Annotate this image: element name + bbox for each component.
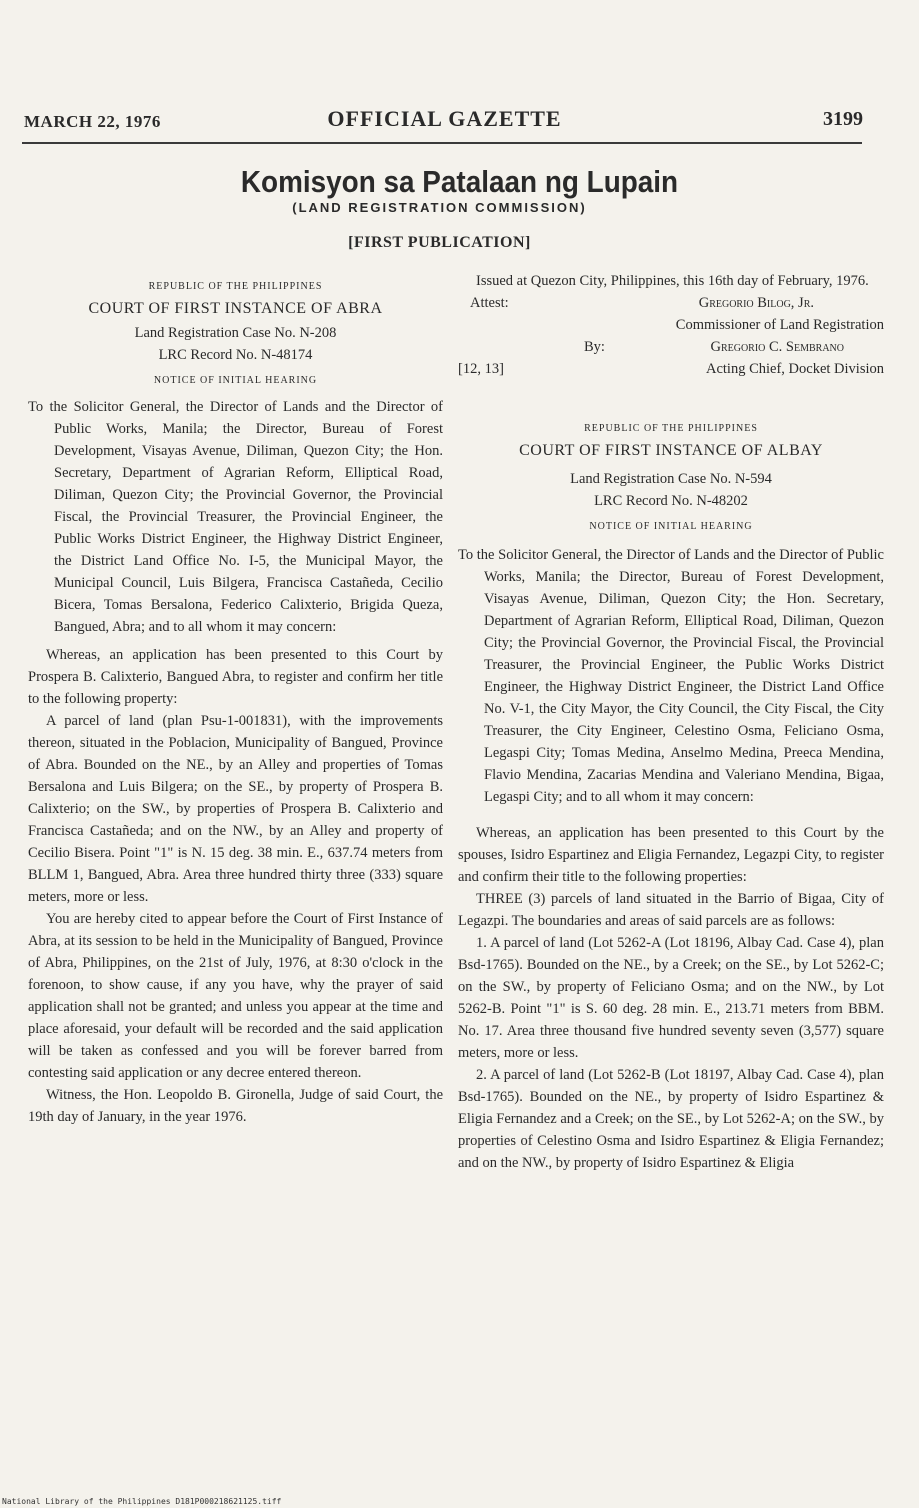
by-label: By:	[584, 339, 605, 355]
notice1-parcel: A parcel of land (plan Psu-1-001831), with the improvements thereon, situated in the Poblacion, Municipality of Bangued, Province of Abra. Bounded on the NE., by an Alley and properties of Tomas Bersalona and Luis Bilgera; on the SE., by property of Prospera B. Calixterio; on the SW., by properties of Prospera B. Calixterio and Francisca Castañeda; and on the NW., by an Alley and property of Cecilio Bisera. Point "1" is N. 15 deg. 38 min. E., 637.74 meters from BLLM 1, Bangued, Abra. Area three hundred thirty three (333) square meters, more or less.	[28, 713, 443, 905]
page-header	[22, 104, 867, 144]
header-rule	[22, 142, 862, 144]
right-column	[458, 270, 884, 1174]
notice2-heading: NOTICE OF INITIAL HEARING	[589, 521, 753, 532]
notice2-case-no: Land Registration Case No. N-594	[570, 471, 772, 487]
page-number: 3199	[823, 108, 863, 130]
notice1-heading: NOTICE OF INITIAL HEARING	[153, 375, 318, 386]
notice1-lrc-record: LRC Record No. N-48174	[158, 347, 313, 363]
notice2-three-parcels: THREE (3) parcels of land situated in the Barrio of Bigaa, City of Legazpi. The boundaries and areas of said parcels are as follows:	[458, 891, 884, 929]
section-title: Komisyon sa Patalaan ng Lupain	[240, 164, 679, 199]
issued-statement: Issued at Quezon City, Philippines, this 16th day of February, 1976.	[476, 273, 869, 289]
publication-label: [FIRST PUBLICATION]	[348, 234, 531, 251]
notice2-court: COURT OF FIRST INSTANCE OF ALBAY	[519, 442, 823, 459]
notice2-parcel2: 2. A parcel of land (Lot 5262-B (Lot 18197, Albay Cad. Case 4), plan Bsd-1765). Bounded on the NE., by property of Isidro Espartinez & Eligia Fernandez and a Creek; on the SE., by Lot 5262-A; on the SW., by properties of Celestino Osma and Isidro Espartinez & Eligia Fernandez; and on the NW., by property of Isidro Espartinez & Eligia	[458, 1067, 884, 1171]
header-date: MARCH 22, 1976	[24, 112, 161, 131]
notice1-whereas: Whereas, an application has been presented to this Court by Prospera B. Calixterio, Bangued Abra, to register and confirm her title to the following property:	[28, 647, 443, 707]
attest-row	[458, 292, 884, 314]
notice1-witness: Witness, the Hon. Leopoldo B. Gironella, Judge of said Court, the 19th day of January, in the year 1976.	[28, 1087, 443, 1125]
issue-ref: [12, 13]	[458, 361, 504, 377]
section-subtitle: (LAND REGISTRATION COMMISSION)	[292, 200, 587, 215]
notice1-case-no: Land Registration Case No. N-208	[134, 325, 337, 341]
signer2-row	[458, 358, 884, 380]
by-row	[458, 336, 884, 358]
notice2-whereas: Whereas, an application has been presented to this Court by the spouses, Isidro Espartinez and Eligia Fernandez, Legazpi City, to register and confirm their title to the following properties:	[458, 825, 884, 885]
signer2-title: Acting Chief, Docket Division	[705, 361, 884, 377]
notice1-addressees: To the Solicitor General, the Director of Lands and the Director of Public Works, Manila; the Director, Bureau of Forest Development, Visayas Avenue, Diliman, Quezon City; the Hon. Secretary, Department of Agrarian Reform, Elliptical Road, Diliman, Quezon City; the Provincial Governor, the Provincial Fiscal, the Provincial Treasurer, the Provincial Engineer, the Public Works District Engineer, the Highway District Engineer, the District Land Office No. I-5, the Municipal Mayor, the Municipal Council, Luis Bilgera, Francisca Castañeda, Cecilio Bicera, Tomas Bersalona, Federico Calixterio, Brigida Queza, Bangued, Abra; and to all whom it may concern:	[28, 399, 443, 635]
scan-footer: National Library of the Philippines D181P000218621125.tiff	[2, 1497, 282, 1506]
signer1-title: Commissioner of Land Registration	[675, 317, 884, 333]
notice2-republic: REPUBLIC OF THE PHILIPPINES	[584, 423, 758, 434]
signer1-name: Gregorio Bilog, Jr.	[698, 295, 814, 311]
notice1-court: COURT OF FIRST INSTANCE OF ABRA	[88, 300, 383, 317]
signer2-name: Gregorio C. Sembrano	[710, 339, 844, 355]
attest-label: Attest:	[470, 295, 509, 311]
notice2-addressees: To the Solicitor General, the Director of Lands and the Director of Public Works, Manila; the Director, Bureau of Forest Development, Visayas Avenue, Diliman, Quezon City; the Hon. Secretary, Department of Agrarian Reform, Elliptical Road, Diliman, Quezon City; the Provincial Governor, the Provincial Fiscal, the Provincial Treasurer, the Provincial Engineer, the Public Works District Engineer, the Highway District Engineer, the District Land Office No. V-1, the City Mayor, the City Council, the City Fiscal, the City Treasurer, the City Engineer, Celestino Osma, Feliciano Osma, Legaspi City; Tomas Medina, Anselmo Medina, Preeca Mendina, Flavio Mendina, Zacarias Mendina and Valeriano Mendina, Bigaa, Legaspi City; and to all whom it may concern:	[458, 547, 884, 805]
notice1-republic: REPUBLIC OF THE PHILIPPINES	[148, 281, 323, 292]
publication-title: OFFICIAL GAZETTE	[327, 106, 562, 131]
left-column	[28, 276, 443, 1128]
notice2-parcel1: 1. A parcel of land (Lot 5262-A (Lot 18196, Albay Cad. Case 4), plan Bsd-1765). Bounded on the NE., by a Creek; on the SE., by Lot 5262-C; on the SW., by property of Feliciano Osma; and on the NW., by Lot 5262-B. Point "1" is S. 60 deg. 28 min. E., 213.71 meters from BBM. No. 17. Area three thousand five hundred seventy seven (3,577) square meters, more or less.	[458, 935, 884, 1061]
notice1-cited: You are hereby cited to appear before the Court of First Instance of Abra, at its session to be held in the Municipality of Bangued, Province of Abra, Philippines, on the 21st of July, 1976, at 8:30 o'clock in the forenoon, to show cause, if any you have, why the prayer of said application shall not be granted; and unless you appear at the time and place aforesaid, your default will be recorded and the said application will be taken as confessed and you will be forever barred from contesting said application or any decree entered thereon.	[28, 911, 443, 1081]
notice2-lrc-record: LRC Record No. N-48202	[594, 493, 748, 509]
